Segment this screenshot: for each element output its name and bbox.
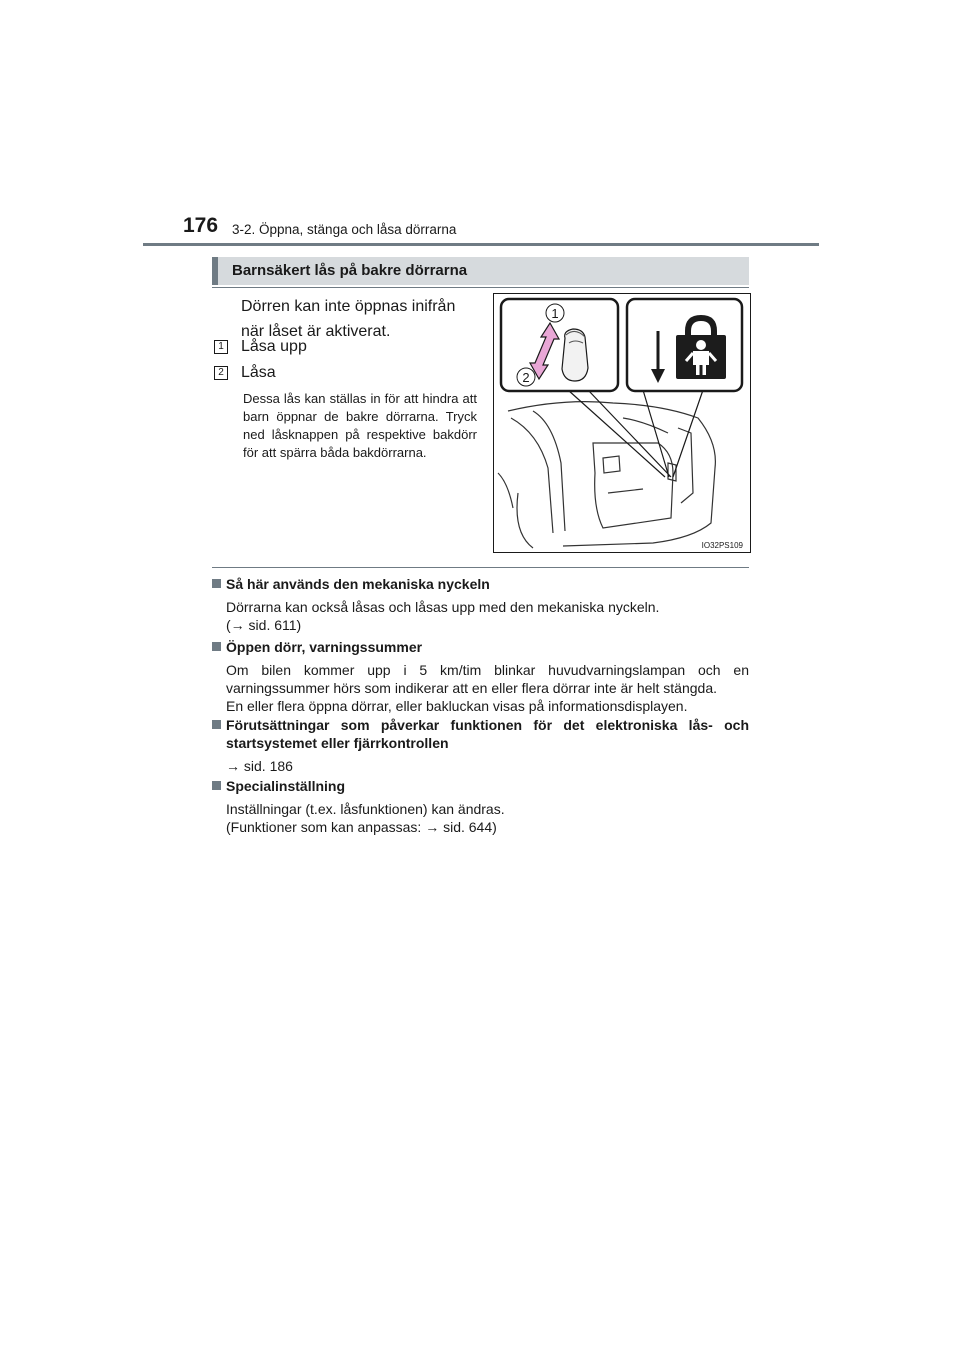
info-item-body [212,800,749,836]
step-number-2: 2 [214,366,228,380]
step-unlock [214,338,307,356]
header-rule [143,243,819,246]
page-number: 176 [183,214,219,237]
info-item-mechanical-key [212,575,749,634]
info-item-title: Specialinställning [212,777,749,795]
child-lock-illustration [493,293,751,553]
info-item-title: Förutsättningar som påverkar funktionen för det elektroniska lås- och startsystemet eller fjärrkontrollen [212,716,749,752]
section-heading-bar [212,257,749,285]
note-text: Dessa lås kan ställas in för att hindra att barn öppnar de bakre dörrarna. Tryck ned låsknappen på respektive bakdörr för att spärra båda bakdörrarna. [243,391,477,460]
info-item-line: → sid. 186 [226,758,293,774]
section-title: Barnsäkert lås på bakre dörrarna [232,262,468,279]
info-item-line: En eller flera öppna dörrar, eller bakluckan visas på informationsdisplayen. [226,698,688,714]
figure-code: IO32PS109 [701,541,743,550]
info-item-conditions [212,716,749,775]
section-end-rule [212,567,749,568]
info-item-body [212,598,749,634]
info-item-customization [212,777,749,836]
running-header: 3-2. Öppna, stänga och låsa dörrarna [232,222,457,237]
step-number-1: 1 [214,340,228,354]
step-label-unlock: Låsa upp [241,338,307,355]
info-item-line: (→ sid. 611) [226,617,302,633]
callout-number-2: 2 [522,370,530,385]
info-item-line: Dörrarna kan också låsas och låsas upp med den mekaniska nyckeln. [226,599,660,615]
info-item-title: Så här används den mekaniska nyckeln [212,575,749,593]
intro-text: Dörren kan inte öppnas inifrån när låset är aktiverat. [241,298,456,340]
callout-number-1: 1 [551,306,559,321]
info-item-line: Inställningar (t.ex. låsfunktionen) kan ändras. [226,801,505,817]
info-item-body [212,661,749,715]
lock-lever-icon [562,329,588,381]
info-item-line: Om bilen kommer upp i 5 km/tim blinkar huvudvarningslampan och en varningssummer hörs som indikerar att en eller flera dörrar inte är helt stängda. [226,662,749,696]
info-item-door-buzzer [212,638,749,715]
info-item-body [212,757,749,775]
info-item-title: Öppen dörr, varningssummer [212,638,749,656]
info-item-line: (Funktioner som kan anpassas: → sid. 644) [226,819,497,835]
step-label-lock: Låsa [241,364,276,381]
section-rule [212,287,749,288]
step-lock [214,364,276,382]
